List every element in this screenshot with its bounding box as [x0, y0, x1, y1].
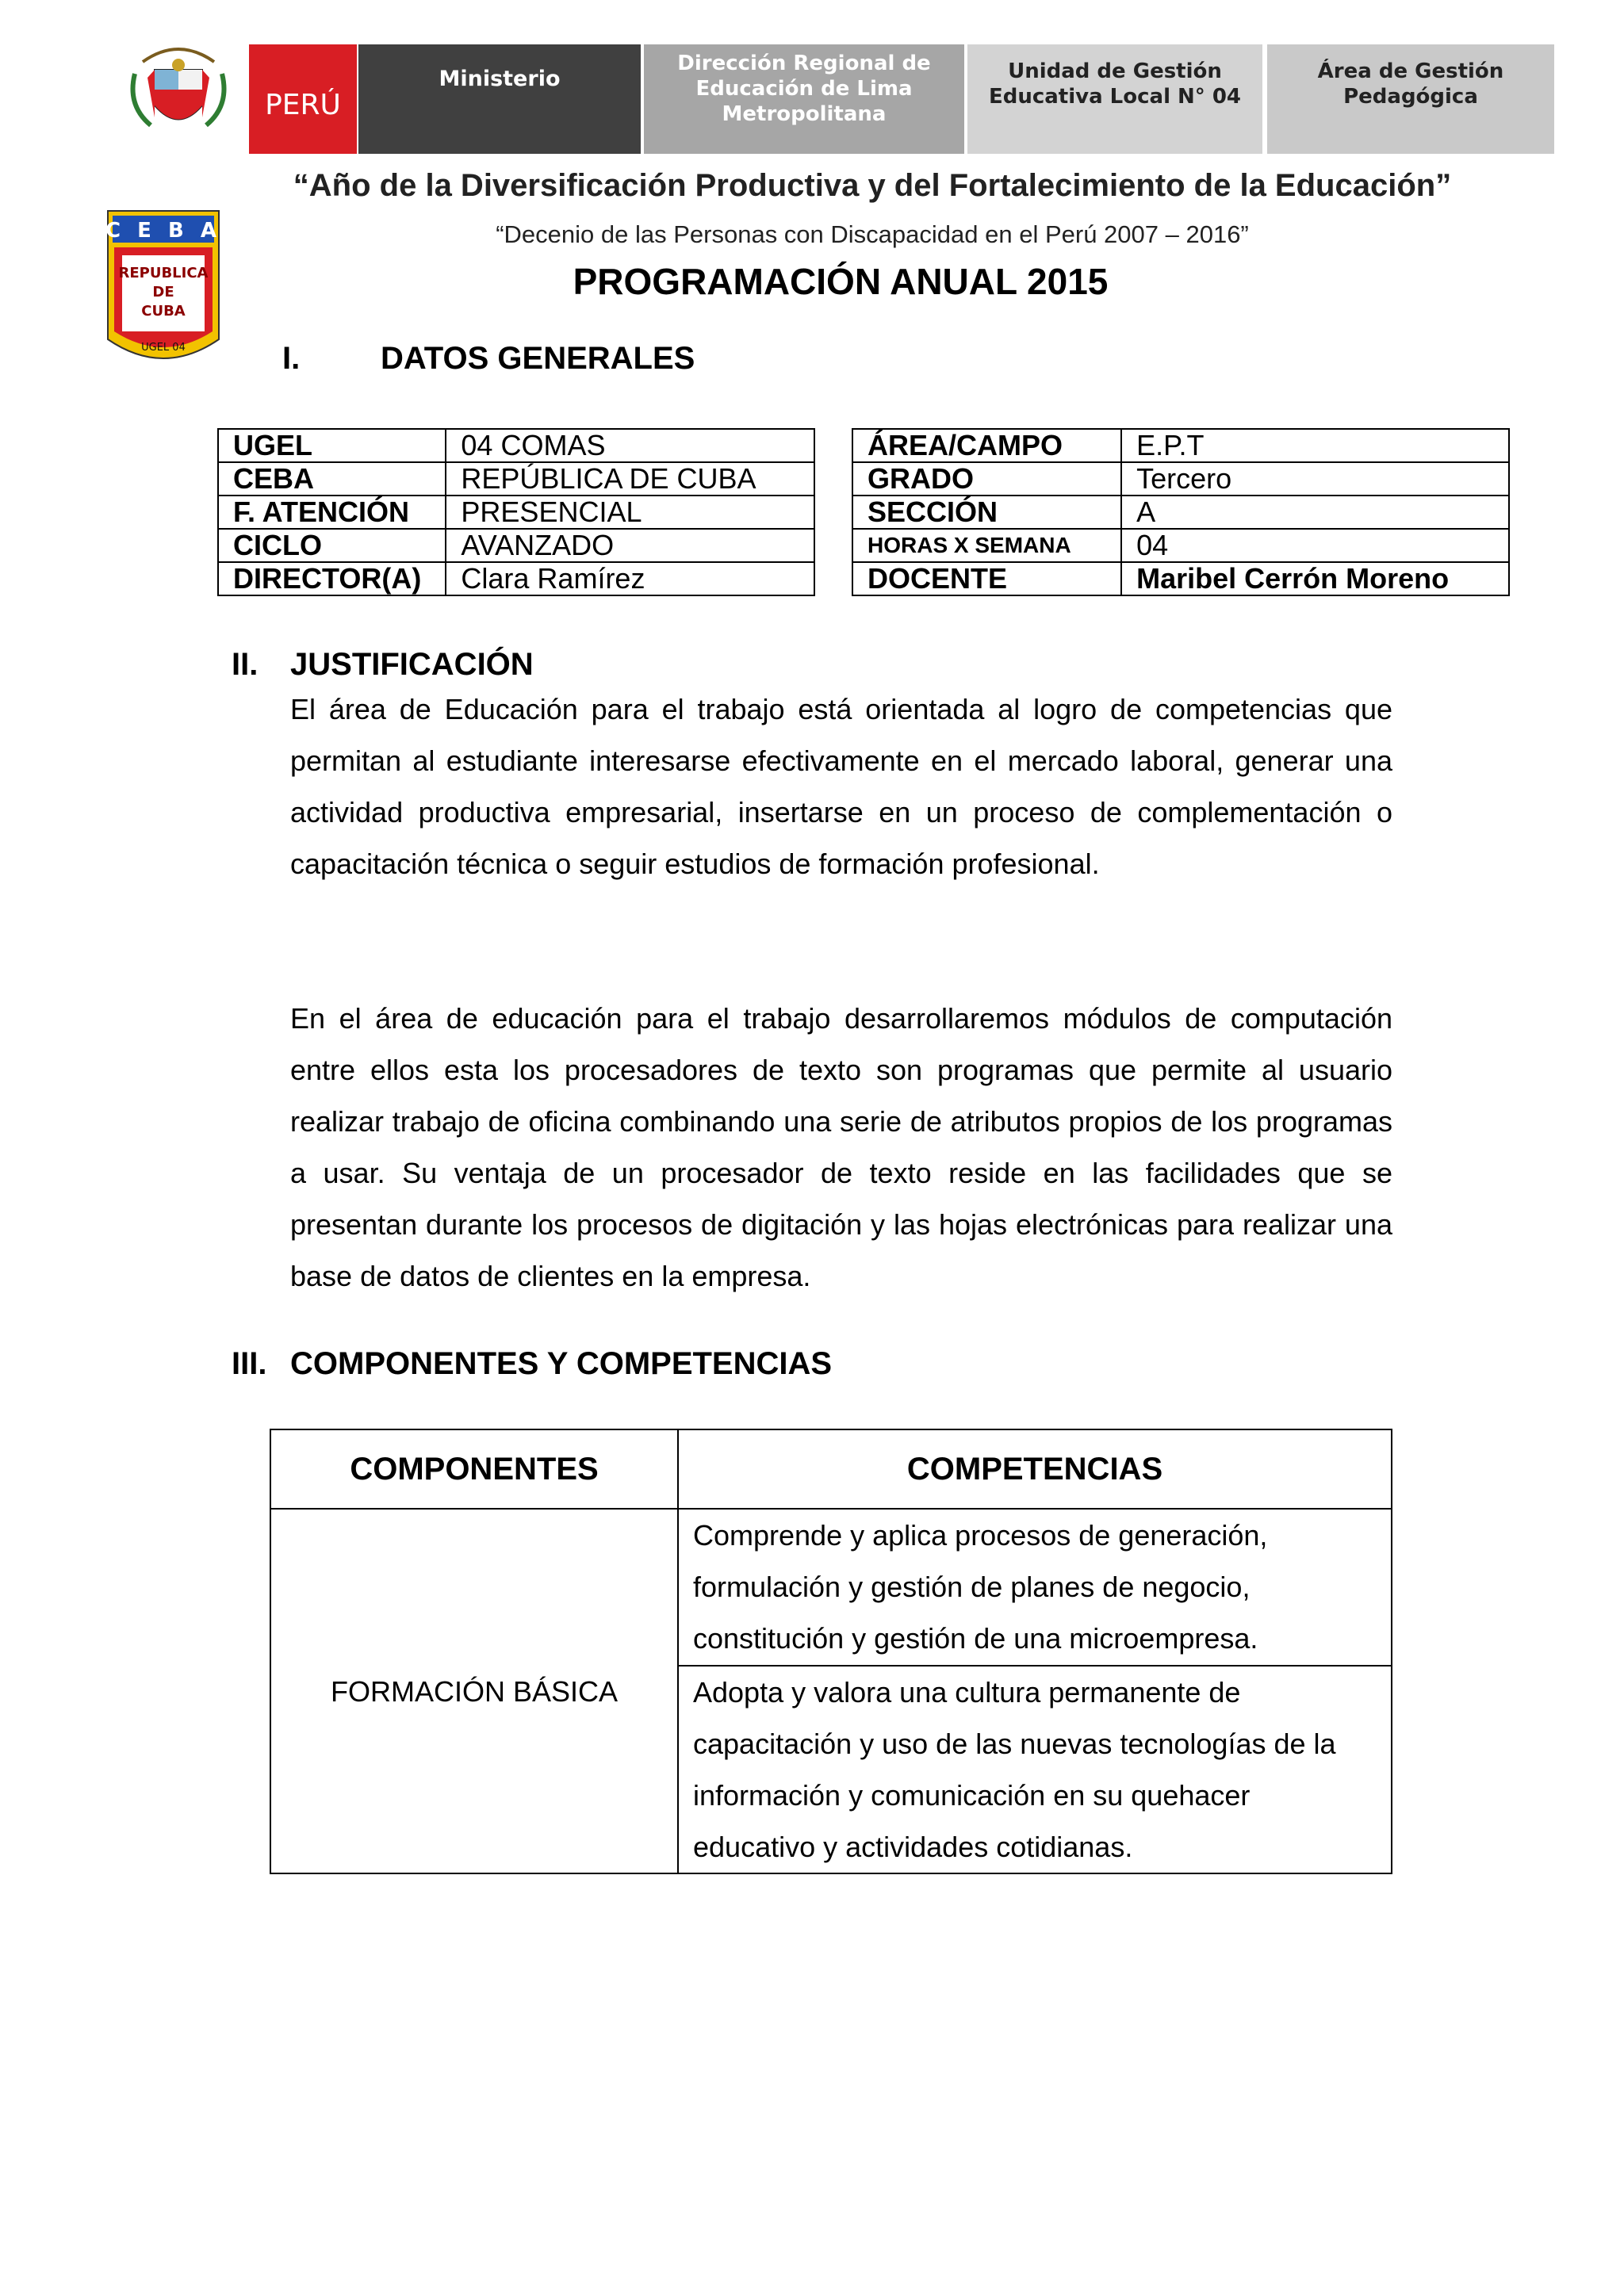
table-key: CICLO: [218, 529, 446, 562]
area-gestion-label: Área de Gestión Pedagógica: [1267, 44, 1554, 154]
table-header-row: [270, 1429, 1392, 1509]
decade-title: “Decenio de las Personas con Discapacidad en el Perú 2007 – 2016”: [496, 220, 1249, 248]
section-2-number: II.: [232, 647, 259, 682]
table-value: Clara Ramírez: [446, 562, 814, 595]
table-key: DIRECTOR(A): [218, 562, 446, 595]
section-1-title: DATOS GENERALES: [381, 341, 695, 376]
table-value: E.P.T: [1121, 429, 1509, 462]
svg-text:UGEL 04: UGEL 04: [141, 342, 186, 354]
svg-text:REPUBLICA: REPUBLICA: [118, 265, 209, 281]
column-header-componentes: COMPONENTES: [270, 1429, 678, 1509]
year-title: “Año de la Diversificación Productiva y del Fortalecimiento de la Educación”: [293, 168, 1452, 203]
justification-paragraph-1: El área de Educación para el trabajo está orientada al logro de competencias que permitan al estudiante interesarse efectivamente en el mercado laboral, generar una actividad productiva empresarial, insertarse en un proceso de complementación o capacitación técnica o seguir estudios de formación profesional.: [290, 693, 1392, 880]
page-title: PROGRAMACIÓN ANUAL 2015: [573, 261, 1109, 302]
svg-text:DE: DE: [152, 284, 174, 300]
table-key: SECCIÓN: [852, 496, 1121, 529]
table-value: 04: [1121, 529, 1509, 562]
general-data-left-table: [217, 428, 815, 596]
table-row: [270, 1509, 1392, 1666]
table-value: Maribel Cerrón Moreno: [1121, 562, 1509, 595]
table-key: UGEL: [218, 429, 446, 462]
table-row: [218, 562, 814, 595]
table-row: [852, 429, 1509, 462]
section-3-title: COMPONENTES Y COMPETENCIAS: [290, 1346, 833, 1381]
table-row: [852, 496, 1509, 529]
section-2-title: JUSTIFICACIÓN: [290, 647, 534, 682]
componente-cell: FORMACIÓN BÁSICA: [270, 1509, 678, 1873]
components-competencies-table: [270, 1429, 1392, 1874]
competencia-cell: Adopta y valora una cultura permanente de capacitación y uso de las nuevas tecnologías de la información y comunicación en su quehacer educativo y actividades cotidianas.: [678, 1666, 1392, 1873]
table-key: ÁREA/CAMPO: [852, 429, 1121, 462]
table-key: DOCENTE: [852, 562, 1121, 595]
table-value: A: [1121, 496, 1509, 529]
table-value: AVANZADO: [446, 529, 814, 562]
table-row: [218, 429, 814, 462]
table-row: [852, 462, 1509, 496]
table-row: [218, 529, 814, 562]
table-row: [852, 529, 1509, 562]
justification-paragraph-2: En el área de educación para el trabajo desarrollaremos módulos de computación entre ellos esta los procesadores de texto son programas que permite al usuario realizar trabajo de oficina combinando una serie de atributos propios de los programas a usar. Su ventaja de un procesador de texto reside en las facilidades que se presentan durante los procesos de digitación y las hojas electrónicas para realizar una base de datos de clientes en la empresa.: [290, 1002, 1392, 1292]
table-key: F. ATENCIÓN: [218, 496, 446, 529]
general-data-right-table: [852, 428, 1510, 596]
table-value: REPÚBLICA DE CUBA: [446, 462, 814, 496]
peru-label: PERÚ: [249, 44, 357, 154]
competencia-cell: Comprende y aplica procesos de generación, formulación y gestión de planes de negocio, constitución y gestión de una microempresa.: [678, 1509, 1392, 1666]
direccion-regional-label: Dirección Regional de Educación de Lima Metropolitana: [644, 44, 964, 154]
svg-text:CUBA: CUBA: [141, 303, 186, 320]
table-row: [218, 462, 814, 496]
table-key: HORAS X SEMANA: [852, 529, 1121, 562]
column-header-competencias: COMPETENCIAS: [678, 1429, 1392, 1509]
table-key: CEBA: [218, 462, 446, 496]
table-key: GRADO: [852, 462, 1121, 496]
section-3-number: III.: [232, 1346, 267, 1381]
svg-text:C E B A: C E B A: [105, 219, 221, 243]
section-1-number: I.: [282, 341, 301, 376]
table-value: Tercero: [1121, 462, 1509, 496]
ministerio-label: Ministerio: [358, 44, 641, 154]
ceba-logo: [103, 205, 224, 377]
peru-coat-of-arms: [119, 30, 238, 149]
table-value: PRESENCIAL: [446, 496, 814, 529]
table-value: 04 COMAS: [446, 429, 814, 462]
table-row: [218, 496, 814, 529]
table-row: [852, 562, 1509, 595]
ugel-label: Unidad de Gestión Educativa Local N° 04: [967, 44, 1262, 154]
